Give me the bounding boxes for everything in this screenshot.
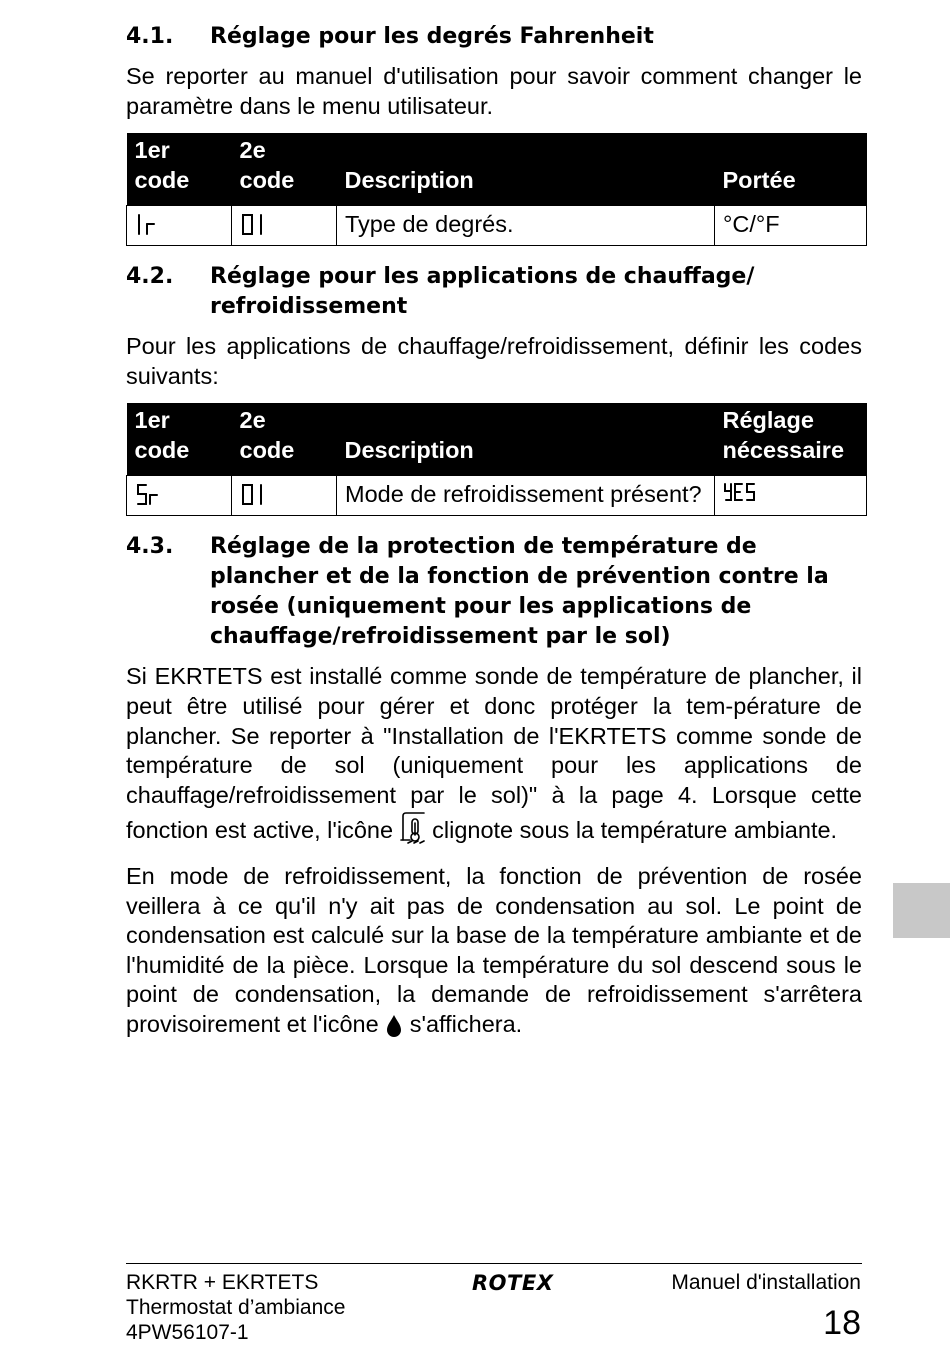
header-label: 2e [239, 407, 266, 434]
header-first-code [127, 133, 232, 206]
parameter-table-fahrenheit [126, 133, 867, 246]
header-label: Réglage [722, 407, 814, 434]
first-code-cell [127, 476, 232, 516]
section-number: 4.3. [126, 534, 174, 560]
header-label: 2e [239, 137, 266, 164]
section-intro: Se reporter au manuel d'utilisation pour savoir comment changer le paramètre dans le menu utilisateur. [126, 63, 862, 119]
lcd-yes-icon [723, 480, 757, 508]
required-setting-cell [715, 476, 867, 516]
lcd-code-5r-icon [135, 480, 161, 508]
section-heading-4-3 [126, 532, 862, 652]
lcd-code-01-icon [240, 210, 266, 238]
table-row [127, 206, 867, 246]
header-label: nécessaire [722, 437, 845, 464]
section-number: 4.2. [126, 264, 174, 290]
section-heading-4-2 [126, 262, 862, 322]
section-title: Réglage pour les applications de chauffage/ refroidissement [210, 264, 755, 320]
paragraph-text: Si EKRTETS est installé comme sonde de température de plancher, il peut être utilisé pour gérer et donc protéger la tem-pérature de plancher. Se reporter à "Installation de l'EKRTETS comme sonde de température de sol (uniquement pour les applications de chauffage/refroidissement par le sol)" à la page 4. Lorsque cette fonction est active, l'icône [126, 663, 862, 844]
header-description: Description [337, 133, 715, 206]
floor-temperature-icon [400, 810, 426, 852]
footer-document-number: 4PW56107-1 [126, 1321, 249, 1344]
header-label: 1er [134, 137, 170, 164]
svg-text:ROTEX: ROTEX [472, 1271, 554, 1293]
table-header-row [127, 403, 867, 476]
chapter-tab-marker [893, 883, 950, 938]
footer-manual-title: Manuel d'installation [671, 1271, 861, 1294]
lcd-code-1r-icon [135, 210, 159, 238]
lcd-code-01-icon [240, 480, 266, 508]
second-code-cell [232, 476, 337, 516]
paragraph-text: clignote sous la température ambiante. [432, 817, 838, 844]
paragraph-text: En mode de refroidissement, la fonction de prévention de rosée veillera à ce qu'il n'y ait pas de condensation au sol. Le point de condensation est calculé sur la base de la température ambiante et de l'humidité de la pièce. Lorsque la température du sol descend sous le point de condensation, la demande de refroidissement s'arrêtera provisoirement et l'icône [126, 862, 862, 1037]
table-row [127, 476, 867, 516]
section-title: Réglage de la protection de température de plancher et de la fonction de prévention contre la rosée (uniquement pour les applications de chauffage/refroidissement par le sol) [210, 534, 829, 650]
dew-drop-icon [385, 1014, 403, 1046]
section-number: 4.1. [126, 24, 174, 49]
floor-protection-paragraph [126, 662, 862, 852]
section-title: Réglage pour les degrés Fahrenheit [210, 24, 654, 49]
footer-divider [126, 1263, 862, 1264]
header-description: Description [337, 403, 715, 476]
footer-product-type: Thermostat d’ambiance [126, 1296, 346, 1319]
table-header-row [127, 133, 867, 206]
header-required-setting [715, 403, 867, 476]
rotex-logo [472, 1271, 560, 1298]
header-label: code [134, 437, 190, 464]
section-heading-4-1 [126, 22, 862, 52]
header-label: code [239, 167, 295, 194]
footer-product-info [126, 1270, 345, 1345]
range-cell: °C/°F [715, 206, 867, 246]
footer-product-name: RKRTR + EKRTETS [126, 1271, 319, 1294]
header-range: Portée [715, 133, 867, 206]
paragraph-text: s'affichera. [409, 1010, 523, 1037]
header-label: code [239, 437, 295, 464]
second-code-cell [232, 206, 337, 246]
dew-prevention-paragraph [126, 862, 862, 1046]
header-label: 1er [134, 407, 170, 434]
section-intro: Pour les applications de chauffage/refroidissement, définir les codes suivants: [126, 333, 862, 389]
header-second-code [232, 133, 337, 206]
first-code-cell [127, 206, 232, 246]
header-label: code [134, 167, 190, 194]
description-cell: Type de degrés. [337, 206, 715, 246]
page-number: 18 [823, 1304, 861, 1342]
page-content [126, 22, 862, 1046]
header-second-code [232, 403, 337, 476]
header-first-code [127, 403, 232, 476]
description-cell: Mode de refroidissement présent? [337, 476, 715, 516]
parameter-table-cooling [126, 403, 867, 516]
